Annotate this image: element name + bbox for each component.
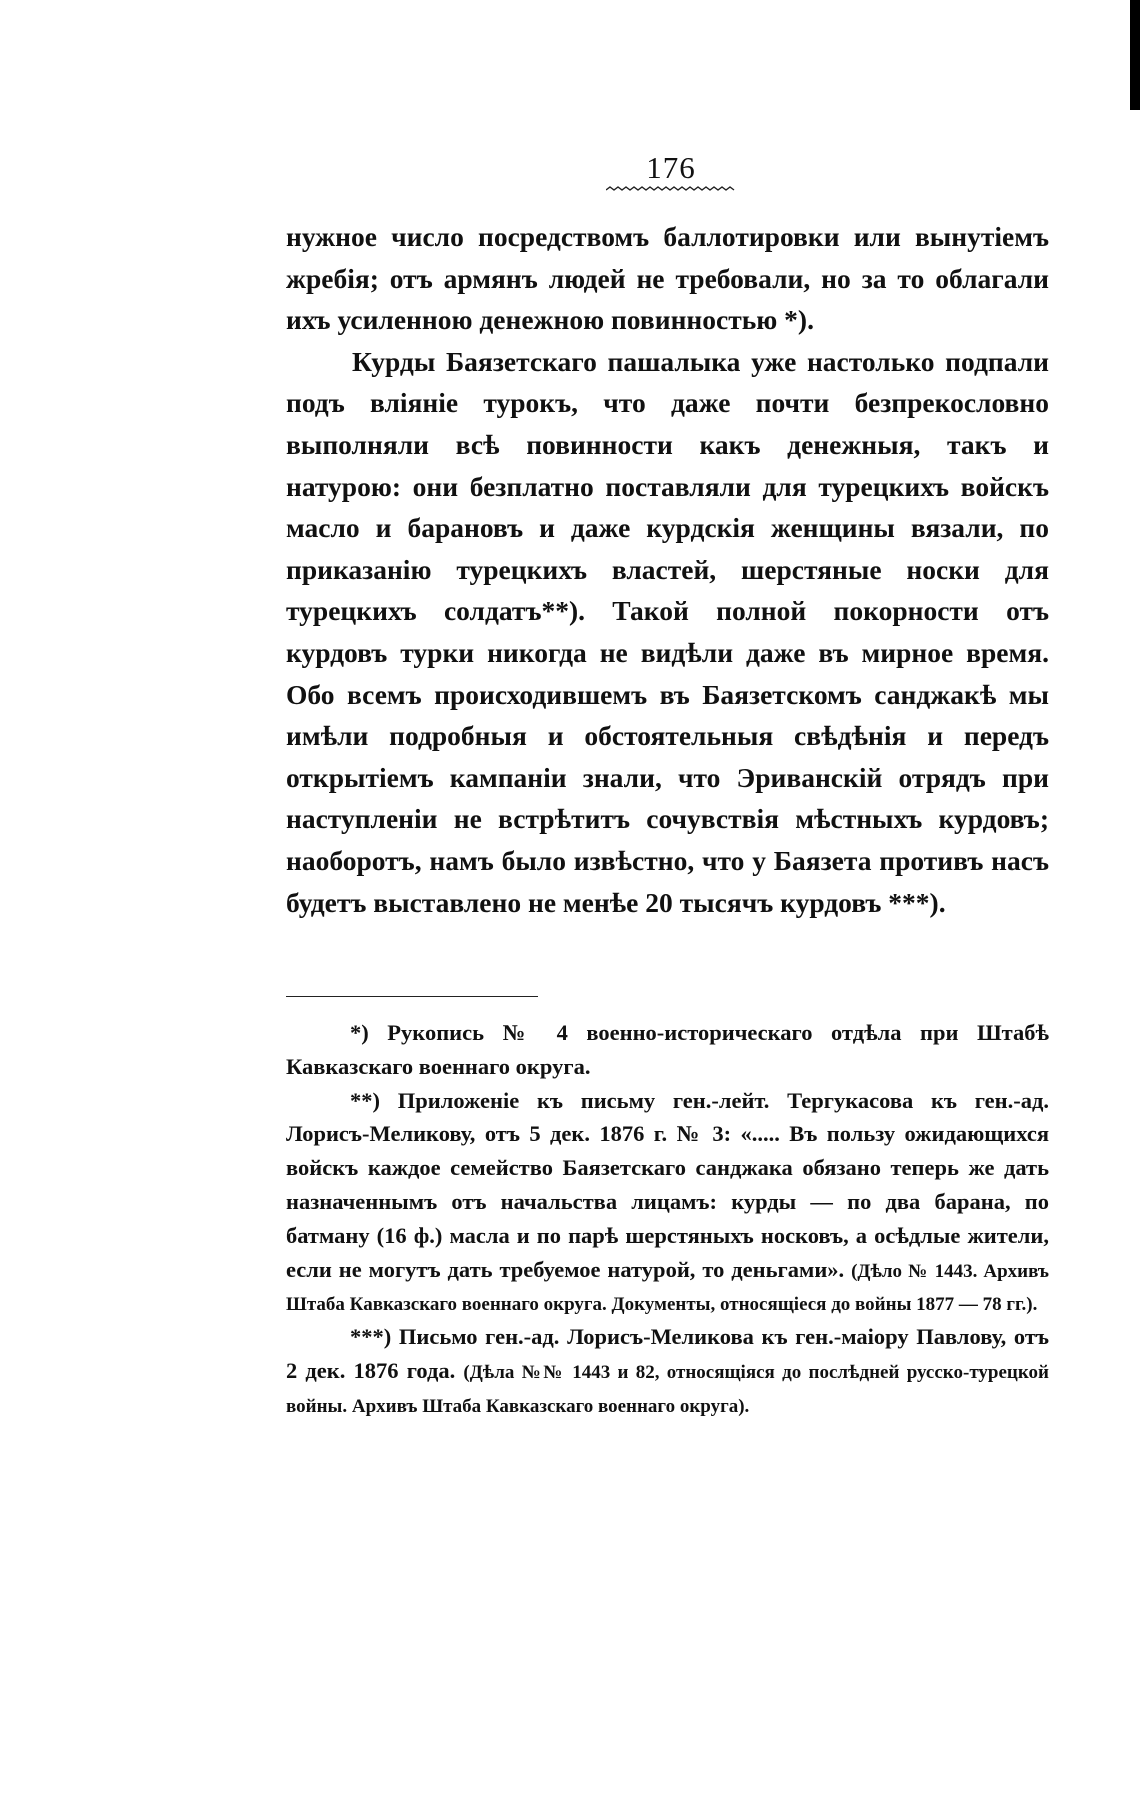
footnotes [286, 1016, 1049, 1422]
footnote-2 [286, 1084, 1049, 1321]
page-number-ornament [606, 186, 736, 194]
footnote-3 [286, 1320, 1049, 1421]
footnote-1-text: *) Рукопись № 4 военно-историческаго отдѣла при Штабѣ Кавказскаго военнаго округа. [286, 1020, 1049, 1079]
page-number: 176 [646, 150, 696, 185]
main-text [286, 216, 1049, 923]
page-edge-scan-mark [1130, 0, 1140, 110]
footnote-2-source: (Дѣло № 1443. Архивъ Штаба Кавказскаго военнаго округа. Документы, относящіеся до войны 1877 — 78 гг.). [286, 1260, 1049, 1316]
footnote-2-text: **) Приложеніе къ письму ген.-лейт. Тергукасова къ ген.-ад. Лорисъ-Меликову, отъ 5 дек. 1876 г. № 3: «..... Въ пользу ожидающихся войскъ каждое семейство Баязетскаго санджака обязано теперь же дать назначеннымъ отъ начальства лицамъ: курды — по два барана, по батману (16 ф.) масла и по парѣ шерстяныхъ носковъ, а осѣдлые жители, если не могутъ дать требуемое натурой, то деньгами». [286, 1087, 1049, 1282]
footnote-3-text: ***) Письмо ген.-ад. Лорисъ-Меликова къ ген.-маіору Павлову, отъ 2 дек. 1876 года. [286, 1324, 1049, 1383]
paragraph-kurds: Курды Баязетскаго пашалыка уже настолько подпали подъ вліяніе турокъ, что даже почти безпрекословно выполняли всѣ повинности какъ денежныя, такъ и натурою: они безплатно поставляли для турецкихъ войскъ масло и барановъ и даже курдскія женщины вязали, по приказанію турецкихъ властей, шерстяные носки для турецкихъ солдатъ**). Такой полной покорности отъ курдовъ турки никогда не видѣли даже въ мирное время. Обо всемъ происходившемъ въ Баязетскомъ санджакѣ мы имѣли подробныя и обстоятельныя свѣдѣнія и передъ открытіемъ кампаніи знали, что Эриванскій отрядъ при наступленіи не встрѣтитъ сочувствія мѣстныхъ курдовъ; наоборотъ, намъ было извѣстно, что у Баязета противъ насъ будетъ выставлено не менѣе 20 тысячъ курдовъ ***). [286, 345, 1049, 918]
footnote-separator [286, 996, 538, 997]
footnote-3-source: (Дѣла №№ 1443 и 82, относящіяся до послѣдней русско-турецкой войны. Архивъ Штаба Кавказскаго военнаго округа). [286, 1361, 1049, 1417]
paragraph-continuation: нужное число посредствомъ баллотировки или вынутіемъ жребія; отъ армянъ людей не требовали, но за то облагали ихъ усиленною денежною повинностью *). [286, 221, 1049, 336]
footnote-1 [286, 1016, 1049, 1084]
